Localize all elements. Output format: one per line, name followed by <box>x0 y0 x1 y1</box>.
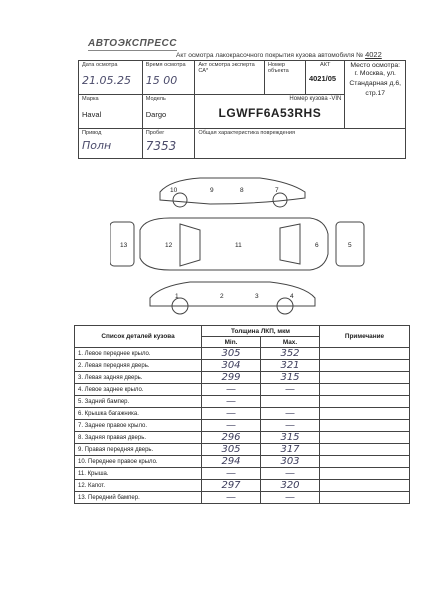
part-name-cell: 12. Капот. <box>75 480 202 492</box>
zone-label: 13 <box>120 242 128 249</box>
vin-value: LGWFF6A53RHS <box>218 106 322 120</box>
condition-cell <box>195 129 406 159</box>
col-header-min: Min. <box>202 337 261 348</box>
note-cell <box>320 468 410 480</box>
model-value: Dargo <box>145 110 167 119</box>
table-row <box>75 360 410 372</box>
min-thickness-cell: — <box>202 420 261 432</box>
act-number: 4022 <box>365 50 382 59</box>
max-thickness-cell <box>261 396 320 408</box>
place-value: г. Москва, ул. Стандарная д.6, стр.17 <box>349 70 402 97</box>
min-thickness-cell: — <box>202 384 261 396</box>
part-name-cell: 2. Левая передняя дверь. <box>75 360 202 372</box>
note-cell <box>320 492 410 504</box>
max-thickness-cell: 303 <box>261 456 320 468</box>
table-row <box>75 408 410 420</box>
col-header-part: Список деталей кузова <box>75 326 202 348</box>
condition-label: Общая характеристика повреждения <box>198 130 295 136</box>
parts-table-body <box>75 348 410 504</box>
part-name-cell: 13. Передний бампер. <box>75 492 202 504</box>
max-thickness-cell: — <box>261 492 320 504</box>
zone-label: 10 <box>170 187 178 194</box>
min-thickness-cell: — <box>202 396 261 408</box>
part-name-cell: 3. Левая задняя дверь. <box>75 372 202 384</box>
zone-label: 7 <box>275 187 279 194</box>
drive-value: Полн <box>82 139 112 152</box>
note-cell <box>320 456 410 468</box>
zone-label: 9 <box>210 187 214 194</box>
part-name-cell: 1. Левое переднее крыло. <box>75 348 202 360</box>
zone-label: 4 <box>290 293 294 300</box>
part-name-cell: 7. Заднее правое крыло. <box>75 420 202 432</box>
min-thickness-cell: 299 <box>202 372 261 384</box>
note-cell <box>320 480 410 492</box>
min-thickness-cell: 296 <box>202 432 261 444</box>
note-cell <box>320 384 410 396</box>
windshield-outline <box>180 224 200 266</box>
max-thickness-cell: 315 <box>261 432 320 444</box>
max-thickness-cell: — <box>261 420 320 432</box>
document-title <box>176 50 382 59</box>
min-thickness-cell: — <box>202 408 261 420</box>
date-label: Дата осмотра <box>82 62 118 68</box>
drive-label: Привод <box>82 130 102 136</box>
note-cell <box>320 348 410 360</box>
document-title-text: Акт осмотра лакокрасочного покрытия кузова автомобиля № <box>176 52 364 59</box>
date-cell <box>79 61 143 95</box>
max-thickness-cell: 320 <box>261 480 320 492</box>
company-logo: АВТОЭКСПРЕСС <box>88 38 177 49</box>
vin-cell <box>195 95 345 129</box>
min-thickness-cell: — <box>202 468 261 480</box>
object-number-cell <box>305 61 344 95</box>
zone-label: 6 <box>315 242 319 249</box>
note-cell <box>320 408 410 420</box>
min-thickness-cell: 305 <box>202 444 261 456</box>
time-label: Время осмотра <box>145 62 186 68</box>
col-header-note: Примечание <box>320 326 410 348</box>
max-thickness-cell: — <box>261 468 320 480</box>
brand-label: Марка <box>82 96 99 102</box>
table-row <box>75 420 410 432</box>
inspection-info-grid <box>78 60 406 159</box>
table-row <box>75 468 410 480</box>
brand-value: Haval <box>82 110 102 119</box>
note-cell <box>320 432 410 444</box>
max-thickness-cell: 317 <box>261 444 320 456</box>
col-header-thickness: Толщина ЛКП, мкм <box>202 326 320 337</box>
col-header-max: Max. <box>261 337 320 348</box>
date-value: 21.05.25 <box>82 74 131 87</box>
table-row <box>75 348 410 360</box>
note-cell <box>320 396 410 408</box>
time-value: 15 00 <box>145 74 178 87</box>
paint-thickness-table <box>74 325 410 504</box>
model-label: Модель <box>145 96 166 102</box>
table-row <box>75 444 410 456</box>
part-name-cell: 4. Левое заднее крыло. <box>75 384 202 396</box>
note-cell <box>320 444 410 456</box>
object-number-value: 4021/05 <box>308 74 337 83</box>
wheel-icon <box>173 193 187 207</box>
part-name-cell: 9. Правая передняя дверь. <box>75 444 202 456</box>
part-name-cell: 10. Переднее правое крыло. <box>75 456 202 468</box>
expert-cell <box>195 61 264 95</box>
max-thickness-cell: — <box>261 408 320 420</box>
place-label: Место осмотра: <box>350 62 401 69</box>
note-cell <box>320 420 410 432</box>
max-thickness-cell: — <box>261 384 320 396</box>
car-side-view-right <box>160 178 305 204</box>
drive-cell <box>79 129 143 159</box>
note-cell <box>320 372 410 384</box>
max-thickness-cell: 315 <box>261 372 320 384</box>
min-thickness-cell: — <box>202 492 261 504</box>
expert-label: Акт осмотра эксперта СА* <box>198 62 255 74</box>
zone-label: 12 <box>165 242 173 249</box>
object-number-label-cell <box>264 61 305 95</box>
zone-label: 3 <box>255 293 259 300</box>
table-row <box>75 384 410 396</box>
note-cell <box>320 360 410 372</box>
mileage-value: 7353 <box>145 139 177 153</box>
max-thickness-cell: 352 <box>261 348 320 360</box>
table-row <box>75 492 410 504</box>
part-name-cell: 11. Крыша. <box>75 468 202 480</box>
min-thickness-cell: 304 <box>202 360 261 372</box>
object-number-label: Номер объекта <box>267 62 289 74</box>
table-row <box>75 372 410 384</box>
brand-cell <box>79 95 143 129</box>
table-row <box>75 456 410 468</box>
zone-label: 8 <box>240 187 244 194</box>
car-body-diagram <box>110 170 370 320</box>
min-thickness-cell: 305 <box>202 348 261 360</box>
part-name-cell: 5. Задний бампер. <box>75 396 202 408</box>
place-cell <box>345 61 406 129</box>
mileage-label: Пробег <box>145 130 165 136</box>
min-thickness-cell: 297 <box>202 480 261 492</box>
zone-label: 1 <box>175 293 179 300</box>
mileage-cell <box>142 129 195 159</box>
rear-window-outline <box>280 224 300 264</box>
table-row <box>75 480 410 492</box>
zone-label: 2 <box>220 293 224 300</box>
time-cell <box>142 61 195 95</box>
table-row <box>75 396 410 408</box>
part-name-cell: 8. Задняя правая дверь. <box>75 432 202 444</box>
table-row <box>75 432 410 444</box>
max-thickness-cell: 321 <box>261 360 320 372</box>
act-label: АКТ <box>319 62 331 68</box>
part-name-cell: 6. Крышка багажника. <box>75 408 202 420</box>
vin-label: Номер кузова -VIN <box>289 96 342 102</box>
min-thickness-cell: 294 <box>202 456 261 468</box>
zone-label: 11 <box>235 242 242 249</box>
zone-label: 5 <box>348 242 352 249</box>
model-cell <box>142 95 195 129</box>
